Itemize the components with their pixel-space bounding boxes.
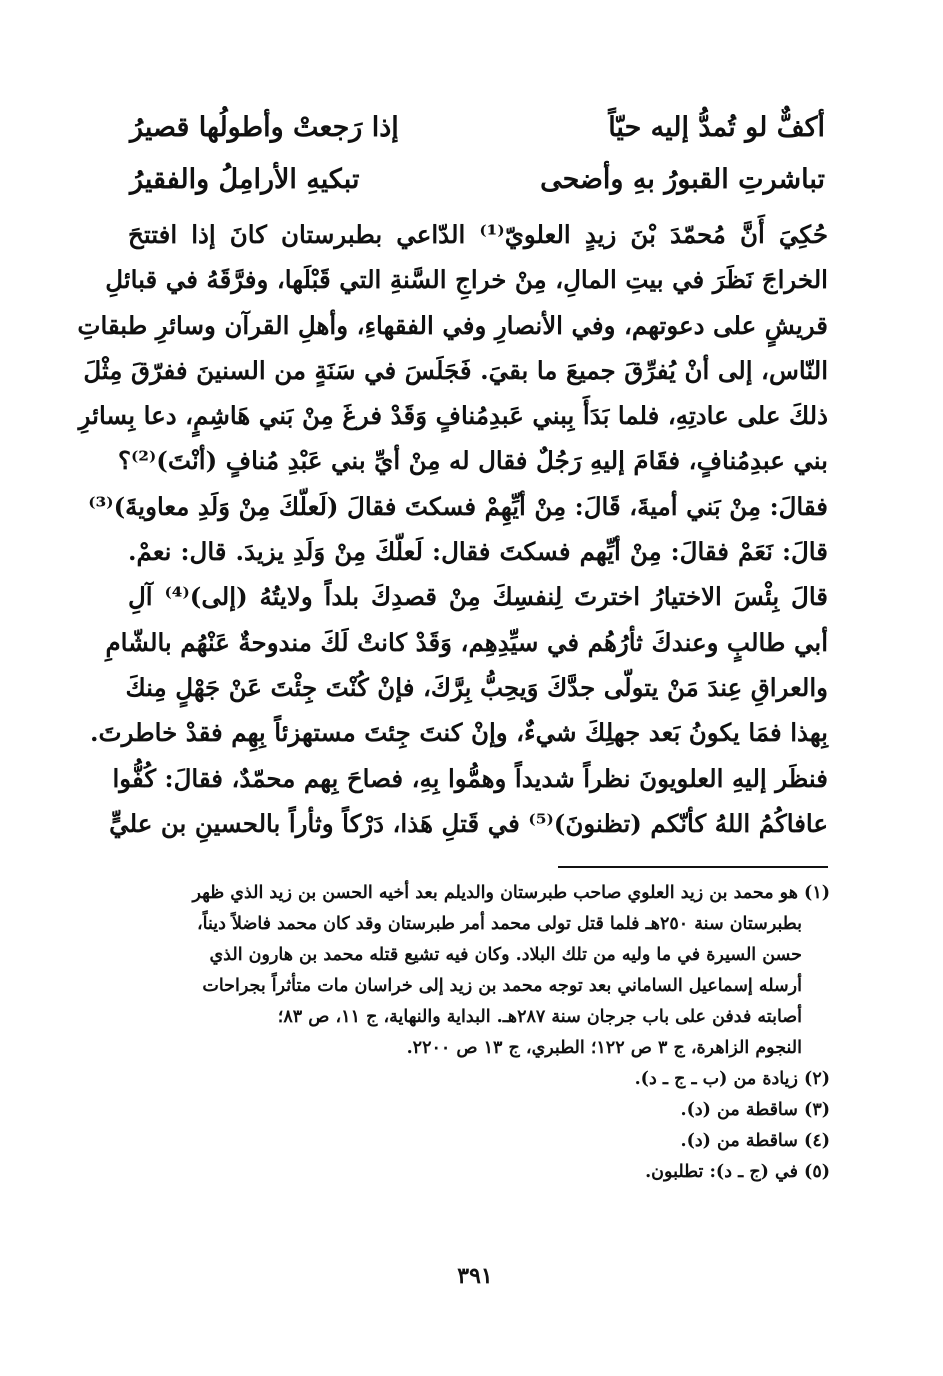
footnote-text: هو محمد بن زيد العلوي صاحب طبرستان والديلم بعد أخيه الحسن بن زيد الذي ظهر bbox=[192, 883, 798, 903]
text-line: أبي طالبٍ وعندكَ ثأرُهُم في سيِّدِهِم، وَقَدْ كانتْ لَكَ مندوحةٌ عَنْهُم بالشّامِ bbox=[105, 627, 828, 657]
text-line: بني عبدِمُنافٍ، فقَامَ إليهِ رَجُلٌ فقال له مِنْ أيِّ بني عَبْدِ مُنافٍ (أنْتَ)⁽²⁾؟ bbox=[117, 446, 828, 476]
poem-line bbox=[130, 102, 825, 154]
footnote-2 bbox=[120, 1064, 830, 1095]
footnote-number: (٤) bbox=[804, 1131, 830, 1151]
poem-hemistich-first: أكفٌّ لو تُمدُّ إليه حيّاً bbox=[608, 112, 825, 143]
text-line: والعراقِ عِندَ مَنْ يتولّى جدَّكَ وَيحِبُّ بِرَّكَ، فإنْ كُنْتَ جِئْتَ عَنْ جَهْلٍ مِنكَ bbox=[125, 672, 828, 702]
poem-hemistich-second: تبكيهِ الأرامِلُ والفقيرُ bbox=[130, 164, 360, 195]
poem-hemistich-second: إذا رَجعتْ وأطولُها قصيرُ bbox=[130, 112, 399, 143]
footnote-number: (١) bbox=[804, 883, 830, 903]
footnote-line: حسن السيرة في ما وليه من تلك البلاد. وكان فيه تشيع قتله محمد بن هارون الذي bbox=[209, 945, 802, 965]
text-line: ذلكَ على عادتِهِ، فلما بَدَأَ بِبني عَبدِمُنافٍ وَقَدْ فرغَ مِنْ بَني هَاشِمٍ، دعا بِسائرِ bbox=[78, 401, 828, 431]
footnote-text: في (ج ـ د): تطلبون. bbox=[645, 1162, 798, 1182]
footnote-line: بطبرستان سنة ٢٥٠هـ فلما قتل تولى محمد أمر طبرستان وقد كان محمد فاضلاً ديناً، bbox=[197, 914, 802, 934]
footnotes bbox=[120, 878, 830, 1188]
text-line: بِهذا فمَا يكونُ بَعد جهلِكَ شيءٌ، وإنْ كنتَ جِئتَ مستهزئاً بِهِم فقدْ خاطرتَ. bbox=[90, 718, 828, 748]
footnote-line: النجوم الزاهرة، ج ٣ ص ١٢٢؛ الطبري، ج ١٣ ص ٢٢٠٠. bbox=[406, 1038, 802, 1058]
footnote-number: (٢) bbox=[804, 1069, 830, 1089]
text-line: الخراجَ نَظَرَ في بيتِ المالِ، مِنْ خراجِ السَّنةِ التي قَبْلَها، وفرَّقَهُ في قبائلِ bbox=[105, 265, 828, 295]
footnote-number: (٥) bbox=[804, 1162, 830, 1182]
main-text bbox=[77, 212, 828, 846]
poem-hemistich-first: تباشرتِ القبورُ بهِ وأضحى bbox=[540, 164, 825, 195]
footnote-5 bbox=[120, 1157, 830, 1188]
text-line: قريشٍ على دعوتهم، وفي الأنصارِ وفي الفقهاءِ، وأهلِ القرآن وسائرِ طبقاتِ bbox=[77, 310, 828, 340]
page-number: ٣٩١ bbox=[457, 1263, 493, 1289]
footnote-line: أرسله إسماعيل الساماني بعد توجه محمد بن زيد إلى خراسان مات متأثراً بجراحات bbox=[202, 976, 802, 996]
text-line: حُكِيَ أَنَّ مُحمّدَ بْنَ زيدٍ العلويّ⁽¹⁾ الدّاعي بطبرستان كانَ إذا افتتحَ bbox=[128, 220, 828, 249]
footnote-1 bbox=[120, 878, 830, 909]
footnote-number: (٣) bbox=[804, 1100, 830, 1120]
text-line: فنظَر إليهِ العلويونَ نظراً شديداً وهمُّوا بِهِ، فصاحَ بِهم محمّدٌ، فقالَ: كُفُّوا bbox=[112, 763, 828, 793]
footnote-line: أصابته فدفن على باب جرجان سنة ٢٨٧هـ. البداية والنهاية، ج ١١، ص ٨٣؛ bbox=[277, 1007, 802, 1027]
poem-verses bbox=[130, 102, 825, 206]
footnote-text: ساقطة من (د). bbox=[680, 1100, 798, 1120]
text-line: قالَ: نَعَمْ فقالَ: مِنْ أيِّهم فسكتَ فقال: لَعلّكَ مِنْ وَلَدِ يزيدَ. قال: نعمْ. bbox=[128, 537, 828, 567]
footnote-4 bbox=[120, 1126, 830, 1157]
footnote-separator bbox=[558, 866, 828, 868]
poem-line bbox=[130, 154, 825, 206]
text-line: قالَ بِئْسَ الاختيارُ اخترتَ لِنفسِكَ مِنْ قصدِكَ بلداً ولايتُهُ (إلى)⁽⁴⁾ آلِ bbox=[128, 582, 828, 612]
footnote-text: زيادة من (ب ـ ج ـ د). bbox=[634, 1069, 798, 1089]
text-line: عافاكُمُ اللهُ كأنّكم (تظنونَ)⁽⁵⁾ في قَتلِ هَذا، دَرْكاً وثأراً بالحسينِ بن عليٍّ bbox=[109, 808, 828, 838]
footnote-3 bbox=[120, 1095, 830, 1126]
footnote-text: ساقطة من (د). bbox=[680, 1131, 798, 1151]
text-line: فقالَ: مِنْ بَني أميةَ، قَالَ: مِنْ أيِّهِمْ فسكتَ فقالَ (لَعلّكَ مِنْ وَلَدِ معاويةَ)⁽³⁾ bbox=[88, 491, 828, 521]
text-line: النّاس، إلى أنْ يُفرِّقَ جميعَ ما بقيَ. فَجَلَسَ في سَنَةٍ من السنينَ ففرّقَ مِثْلَ bbox=[83, 355, 828, 385]
